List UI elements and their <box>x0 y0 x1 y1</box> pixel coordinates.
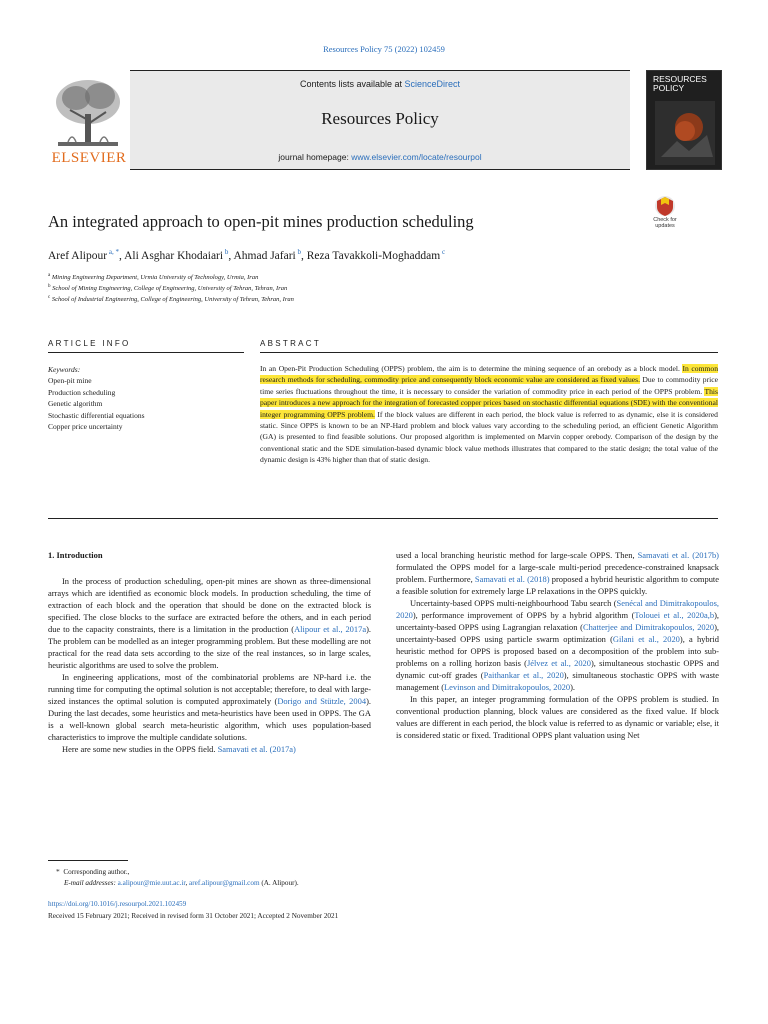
journal-citation[interactable]: Resources Policy 75 (2022) 102459 <box>323 44 445 54</box>
article-info-rule <box>48 352 244 353</box>
body-text: formulated the OPPS model for a large-scale multi-period precedence-constrained knapsack problem. Furthermore, <box>396 562 719 584</box>
journal-title: Resources Policy <box>321 109 439 128</box>
body-text: ), simultaneous stochastic OPPS and dynamic cut-off grades ( <box>396 658 720 680</box>
citation-link[interactable]: Jélvez et al., 2020 <box>526 658 591 668</box>
body-paragraph <box>396 693 719 741</box>
keyword: Stochastic differential equations <box>48 410 145 420</box>
body-text: ), uncertainty-based OPPS using particle swarm optimization ( <box>396 622 719 644</box>
body-text: ). The problem can be modelled as an integer programming problem. But these modelling are not practical for the read data sets according to the size of the real instances, so in large scales, heuristic algorithms are used to solve the problem. <box>48 624 372 670</box>
body-paragraph <box>396 549 719 597</box>
affiliation-text: Mining Engineering Department, Urmia University of Technology, Urmia, Iran <box>51 274 259 282</box>
body-text: ), performance improvement of OPPS by a hybrid algorithm ( <box>412 610 635 620</box>
body-text: ). During the last decades, some heuristics and meta-heuristics have been used in OPPS. The GA is a well-known global search meta-heuristic algorithm, which uses population-based characteristics to improve the multiple candidate solutions. <box>48 696 371 742</box>
author-affiliation-marker[interactable]: a, * <box>108 248 119 256</box>
footnote-marker: * <box>56 867 60 876</box>
cover-title <box>653 75 707 92</box>
cover-title-line-1: RESOURCES <box>653 74 707 84</box>
journal-header-box <box>130 70 630 170</box>
doi-line <box>48 900 186 908</box>
body-text: ). <box>570 682 576 692</box>
keyword: Open-pit mine <box>48 376 92 386</box>
body-text: used a local branching heuristic method for large-scale OPPS. Then, <box>396 550 638 560</box>
body-text: In this paper, an integer programming formulation of the OPPS problem is studied. In conventional production planning, block values are considered as the fixed value. If block values are different in each period, the block value is referred to as dynamic or variable; else, it is considered static or fixed. Traditional OPPS plant valuation using Net <box>396 694 719 740</box>
affiliation-marker: c <box>48 295 51 300</box>
corresponding-author-note <box>56 867 129 876</box>
citation-link[interactable]: Samavati et al. (2017b) <box>637 550 719 560</box>
citation-link[interactable]: Paithankar et al., 2020 <box>483 670 564 680</box>
publisher-name: ELSEVIER <box>51 150 127 166</box>
affiliation-marker: b <box>48 284 51 289</box>
citation-link[interactable]: Chatterjee and Dimitrakopoulos, 2020 <box>582 622 715 632</box>
author-affiliation-marker[interactable]: c <box>441 248 446 256</box>
author-name[interactable]: Aref Alipour <box>48 249 108 262</box>
body-paragraph <box>396 597 719 693</box>
check-updates-line-2: updates <box>655 222 675 229</box>
body-text: ), simultaneous stochastic OPPS with waste management ( <box>396 670 720 692</box>
section-heading: 1. Introduction <box>48 550 103 560</box>
citation-link[interactable]: Senécal and Dimitrakopoulos, 2020 <box>396 598 719 620</box>
abstract-segment: If the block values are different in each period, the block value is referred to as dynamic, else it is considered static. Since OPPS is known to be an NP-Hard problem and block values vary according to the scheduling period, an efficient Genetic Algorithm (GA) is presented to find feasible solutions. Our proposed algorithm is implemented on Marvin copper orebody. Comparison of the design by the conventional static and the SDE simulation-based dynamic block value methods illustrates that compared to the static design; the total value of the dynamic design is 43% higher than that of static design. <box>260 409 718 465</box>
citation-link[interactable]: Samavati et al. (2018) <box>474 574 550 584</box>
author-affiliation-marker[interactable]: b <box>297 248 301 256</box>
check-for-updates-button[interactable] <box>644 194 686 234</box>
author-name[interactable]: Reza Tavakkoli-Moghaddam <box>306 249 441 262</box>
affiliation <box>48 284 287 292</box>
body-text: In the process of production scheduling, open-pit mines are shown as three-dimensional arrays which are identified as economic block models. In production scheduling, the time of extraction of each block and the operation that should be done on the extracted block is specified. The close blocks to the surface are extracted before the others, and in each period due to the capacity constraints, there is a limitation in the production ( <box>48 576 371 634</box>
body-paragraph <box>48 743 371 755</box>
affiliation <box>48 273 258 281</box>
body-right-column <box>396 549 719 741</box>
contents-line <box>130 79 630 89</box>
affiliation-text: School of Mining Engineering, College of Engineering, University of Tehran, Tehran, Iran <box>52 285 288 293</box>
corresponding-text: Corresponding author., <box>63 868 130 876</box>
affiliation-text: School of Industrial Engineering, College of Engineering, University of Tehran, Tehran, Iran <box>51 296 294 304</box>
abstract-highlight: In common research methods for scheduling, commodity price and consequently block economic value are considered as fixed values. <box>260 364 718 385</box>
email-label: E-mail addresses: <box>64 879 116 887</box>
email-separator: , <box>185 879 190 887</box>
affiliation <box>48 295 294 303</box>
check-updates-line-1: Check for <box>653 217 677 223</box>
body-paragraph <box>48 575 371 671</box>
keyword: Production scheduling <box>48 387 116 397</box>
keywords-label: Keywords: <box>48 365 81 374</box>
sciencedirect-link[interactable]: ScienceDirect <box>404 79 461 89</box>
journal-cover-thumbnail[interactable] <box>646 70 722 170</box>
body-text: Here are some new studies in the OPPS field. <box>62 744 218 754</box>
body-text: ), uncertainty-based OPPS using Lagrangian relaxation ( <box>396 610 719 632</box>
author-name[interactable]: Ali Asghar Khodaiari <box>124 249 224 262</box>
keyword: Copper price uncertainty <box>48 422 123 432</box>
email-link[interactable]: aref.alipour@gmail.com <box>189 879 260 887</box>
abstract-text <box>260 363 718 466</box>
footnote-rule <box>48 860 128 861</box>
cover-art-icon <box>655 101 715 165</box>
homepage-line <box>130 152 630 162</box>
cover-title-line-2: POLICY <box>653 82 685 93</box>
doi-link[interactable]: https://doi.org/10.1016/j.resourpol.2021.102459 <box>48 900 187 908</box>
citation-link[interactable]: Dorigo and Stützle, 2004 <box>277 696 367 706</box>
abstract-highlight: This paper introduces a new approach for the integration of forecasted copper prices based on stochastic differential equations (SDE) with the conventional integer programming OPPS problem. <box>260 386 718 419</box>
article-title: An integrated approach to open-pit mines production scheduling <box>48 212 474 231</box>
citation-link[interactable]: Tolouei et al., 2020a,b <box>634 610 715 620</box>
check-updates-icon <box>653 194 677 218</box>
body-text: Uncertainty-based OPPS multi-neighbourhood Tabu search ( <box>410 598 617 608</box>
journal-homepage-link[interactable]: www.elsevier.com/locate/resourpol <box>351 152 482 162</box>
contents-prefix: Contents lists available at <box>299 79 405 89</box>
body-left-column <box>48 549 371 755</box>
citation-link[interactable]: Samavati et al. (2017a) <box>217 744 296 754</box>
received-dates: Received 15 February 2021; Received in revised form 31 October 2021; Accepted 2 November 2021 <box>48 912 339 920</box>
keyword: Genetic algorithm <box>48 399 103 409</box>
body-text: In engineering applications, most of the combinatorial problems are NP-hard i.e. the running time for computing the optimal solution is not acceptable; therefore, to deal with large-sized instances the optimal solution is computed approximately ( <box>48 672 371 706</box>
email-link[interactable]: a.alipour@mie.uut.ac.ir <box>117 879 186 887</box>
author-affiliation-marker[interactable]: b <box>224 248 229 256</box>
abstract-heading: ABSTRACT <box>260 339 322 348</box>
abstract-bottom-rule <box>48 518 718 519</box>
citation-link[interactable]: Levinson and Dimitrakopoulos, 2020 <box>444 682 571 692</box>
email-note <box>64 879 299 887</box>
author-name[interactable]: Ahmad Jafari <box>233 249 296 262</box>
author-list: Aref Alipour $^{a, *}$, Ali Asghar Khodaiari $^b$, Ahmad Jafari $^b$, Reza Tavakkoli-Moghaddam $^c$ <box>48 248 446 262</box>
keywords-block <box>48 364 145 432</box>
body-text: proposed a hybrid heuristic algorithm to compute a feasible solution for extremely large LP relaxations in the OPPS quickly. <box>396 574 720 596</box>
citation-link[interactable]: Gilani et al., 2020 <box>612 634 680 644</box>
abstract-segment: In an Open-Pit Production Scheduling (OPPS) problem, the aim is to determine the mining sequence of an orebody as a block model. <box>260 364 683 373</box>
affiliation-marker: a <box>48 273 51 278</box>
abstract-rule <box>260 352 718 353</box>
article-info-heading: ARTICLE INFO <box>48 339 131 348</box>
journal-masthead <box>48 70 722 170</box>
body-paragraph <box>48 671 371 743</box>
body-text: ), a hybrid heuristic method for OPPS is proposed based on a decomposition of the problem into sub-problems on a rolling horizon basis ( <box>396 634 719 668</box>
check-updates-label <box>644 218 686 230</box>
citation-link[interactable]: Alipour et al., 2017a <box>294 624 367 634</box>
email-suffix: (A. Alipour). <box>259 879 299 887</box>
abstract-segment: Due to commodity price time series fluctuations throughout the time, it is necessary to consider the variation of commodity price in each period of the OPPS problem. <box>260 375 718 396</box>
homepage-prefix: journal homepage: <box>278 152 352 162</box>
